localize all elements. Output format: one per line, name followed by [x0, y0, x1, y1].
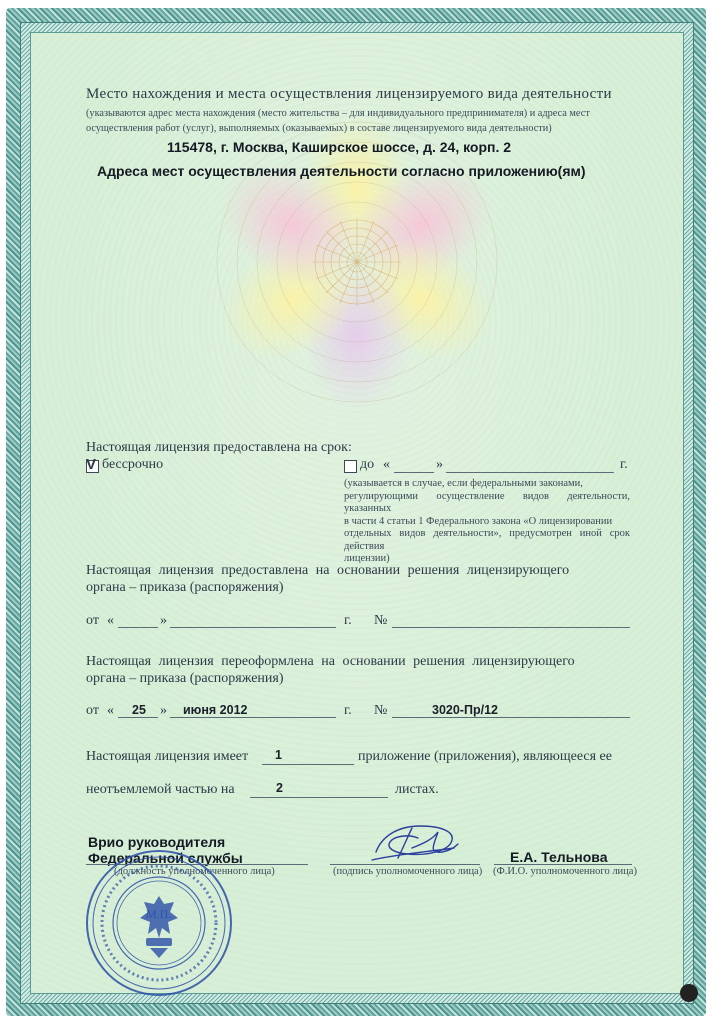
until-year-suffix: г.: [620, 457, 628, 472]
granted-line2: органа – приказа (распоряжения): [86, 580, 284, 595]
until-label: до: [360, 457, 375, 472]
reissued-close-quote: »: [160, 703, 167, 718]
granted-date-line: [170, 627, 336, 628]
until-close-quote: »: [436, 457, 443, 472]
unlimited-label: бессрочно: [102, 457, 164, 472]
signature-line: [330, 864, 480, 865]
handwritten-signature-icon: [368, 818, 460, 866]
annex-suffix: приложение (приложения), являющееся ее: [358, 749, 612, 764]
location-note-line1: (указываются адрес места нахождения (место жительства – для индивидуального предпринимателя) и адреса мест: [86, 108, 590, 119]
granted-open-quote: «: [107, 613, 114, 628]
granted-year-suffix: г.: [344, 613, 352, 628]
term-heading: Настоящая лицензия предоставлена на срок:: [86, 440, 352, 455]
granted-close-quote: »: [160, 613, 167, 628]
reissued-year-suffix: г.: [344, 703, 352, 718]
reissued-number: 3020-Пр/12: [432, 703, 498, 717]
signature-caption: (подпись уполномоченного лица): [333, 866, 483, 877]
signer-position-line1: Врио руководителя: [88, 834, 226, 850]
until-day-line: [394, 472, 434, 473]
reissued-from-label: от: [86, 703, 99, 718]
until-open-quote: «: [383, 457, 390, 472]
reissued-open-quote: «: [107, 703, 114, 718]
term-note-line: лицензии): [344, 553, 390, 564]
reissued-number-line: [392, 717, 630, 718]
signer-position-line2: Федеральной службы: [88, 850, 243, 866]
official-seal-icon: [84, 848, 234, 998]
reissued-number-label: №: [374, 703, 388, 718]
granted-number-label: №: [374, 613, 388, 628]
until-checkbox: [344, 460, 357, 473]
seal-mp-label: М.П.: [146, 907, 172, 921]
granted-day-line: [118, 627, 158, 628]
name-line: [494, 864, 632, 865]
annex-line2-prefix: неотъемлемой частью на: [86, 782, 235, 797]
reissued-month-year: июня 2012: [183, 703, 248, 717]
signer-name: Е.А. Тельнова: [510, 849, 608, 865]
term-note-line: (указывается в случае, если федеральными законами,: [344, 478, 583, 489]
name-caption: (Ф.И.О. уполномоченного лица): [493, 866, 637, 877]
position-caption: (должность уполномоченного лица): [114, 866, 275, 877]
reissued-day: 25: [132, 703, 146, 717]
location-note-line2: осуществления работ (услуг), выполняемых (оказываемых) в составе лицензируемого вида деятельности): [86, 123, 552, 134]
until-date-line: [446, 472, 614, 473]
addresses-note: Адреса мест осуществления деятельности согласно приложению(ям): [97, 163, 586, 179]
reissued-day-line: [118, 717, 158, 718]
location-address: 115478, г. Москва, Каширское шоссе, д. 24, корп. 2: [167, 139, 512, 155]
reissued-date-line: [170, 717, 336, 718]
annex-prefix: Настоящая лицензия имеет: [86, 749, 249, 764]
term-note: [344, 478, 630, 566]
granted-number-line: [392, 627, 630, 628]
granted-line1: Настоящая лицензия предоставлена на основании решения лицензирующего: [86, 563, 570, 578]
annex-count-line: [262, 764, 354, 765]
term-note-line: отдельных видов деятельности», предусмотрен иной срок действия: [344, 528, 630, 552]
unlimited-check-mark: V: [86, 456, 97, 473]
annex-count: 1: [275, 748, 282, 762]
annex-sheets-line: [250, 797, 388, 798]
term-note-line: регулирующими осуществление видов деятельности, указанных: [344, 490, 630, 514]
binding-hole: [680, 984, 698, 1002]
term-note-line: в части 4 статьи 1 Федерального закона «О лицензировании: [344, 515, 613, 527]
location-heading: Место нахождения и места осуществления лицензируемого вида деятельности: [86, 86, 612, 102]
reissued-line1: Настоящая лицензия переоформлена на основании решения лицензирующего: [86, 654, 575, 669]
annex-line2-suffix: листах.: [395, 782, 439, 797]
granted-from-label: от: [86, 613, 99, 628]
reissued-line2: органа – приказа (распоряжения): [86, 671, 284, 686]
annex-sheets: 2: [276, 781, 283, 795]
